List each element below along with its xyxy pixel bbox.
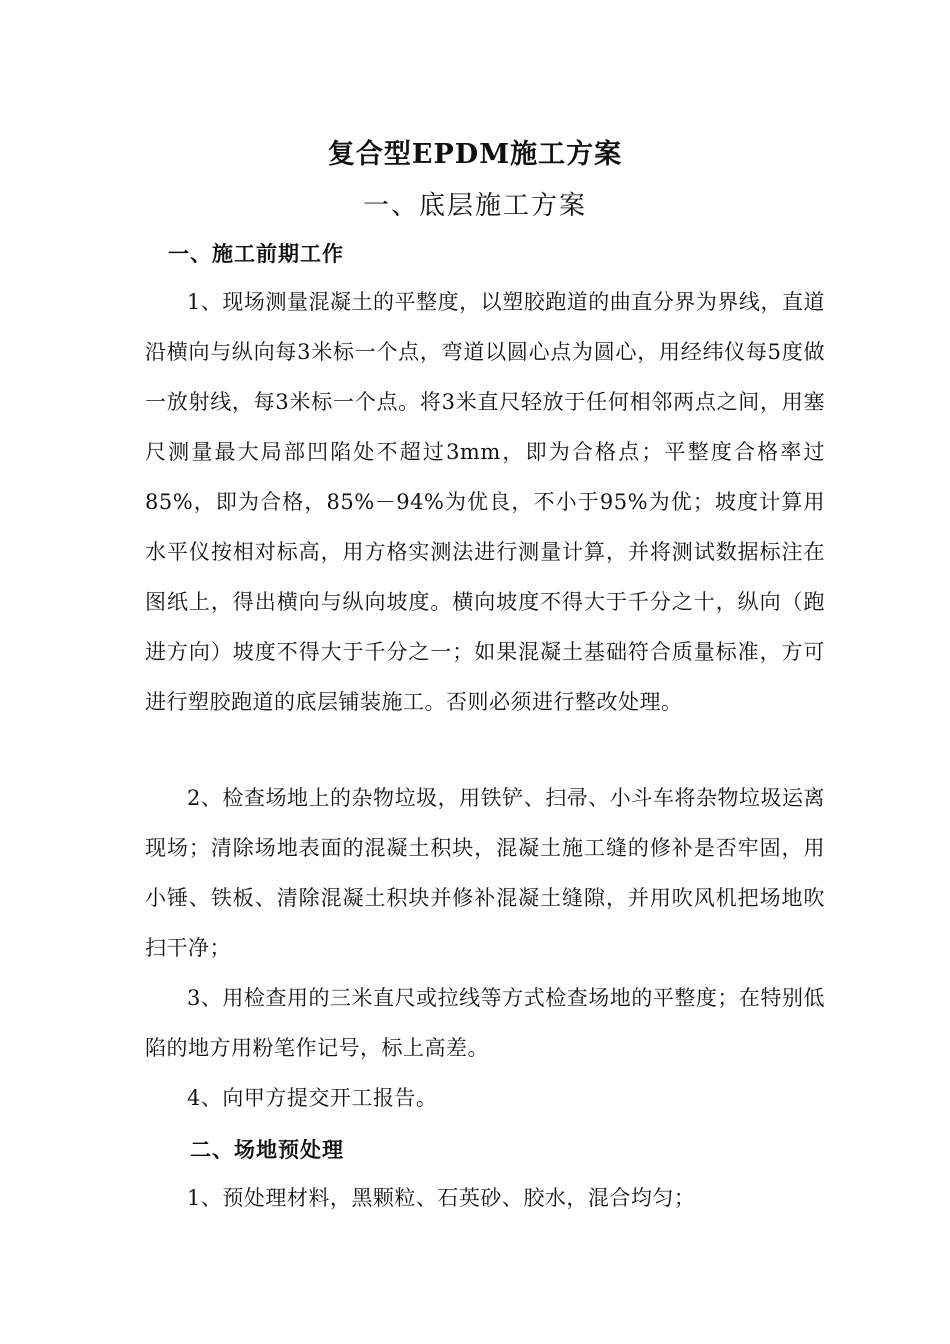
paragraph-2: 2、检查场地上的杂物垃圾，用铁铲、扫帚、小斗车将杂物垃圾运离现场；清除场地表面的混凝土积块，混凝土施工缝的修补是否牢固，用小锤、铁板、清除混凝土积块并修补混凝土缝隙，并用吹风机把场地吹扫干净； [145, 786, 825, 960]
document-title: 复合型EPDM施工方案 [327, 139, 623, 170]
section-heading-2: 二、场地预处理 [190, 1137, 344, 1162]
paragraph-4: 4、向甲方提交开工报告。 [187, 1086, 438, 1110]
section-heading-1: 一、施工前期工作 [168, 241, 344, 266]
paragraph-3: 3、用检查用的三米直尺或拉线等方式检查场地的平整度；在特别低陷的地方用粉笔作记号，标上高差。 [145, 986, 825, 1060]
paragraph-5: 1、预处理材料，黑颗粒、石英砂、胶水，混合均匀； [187, 1186, 696, 1210]
paragraph-1: 1、现场测量混凝土的平整度，以塑胶跑道的曲直分界为界线，直道沿横向与纵向每3米标一个点，弯道以圆心点为圆心，用经纬仪每5度做一放射线，每3米标一个点。将3米直尺轻放于任何相邻两点之间，用塞尺测量最大局部凹陷处不超过3mm，即为合格点；平整度合格率过85%，即为合格，85%－94%为优良，不小于95%为优；坡度计算用水平仪按相对标高，用方格实测法进行测量计算，并将测试数据标注在图纸上，得出横向与纵向坡度。横向坡度不得大于千分之十，纵向（跑进方向）坡度不得大于千分之一；如果混凝土基础符合质量标准，方可进行塑胶跑道的底层铺装施工。否则必须进行整改处理。 [145, 290, 825, 714]
document-subtitle: 一、底层施工方案 [362, 191, 587, 221]
